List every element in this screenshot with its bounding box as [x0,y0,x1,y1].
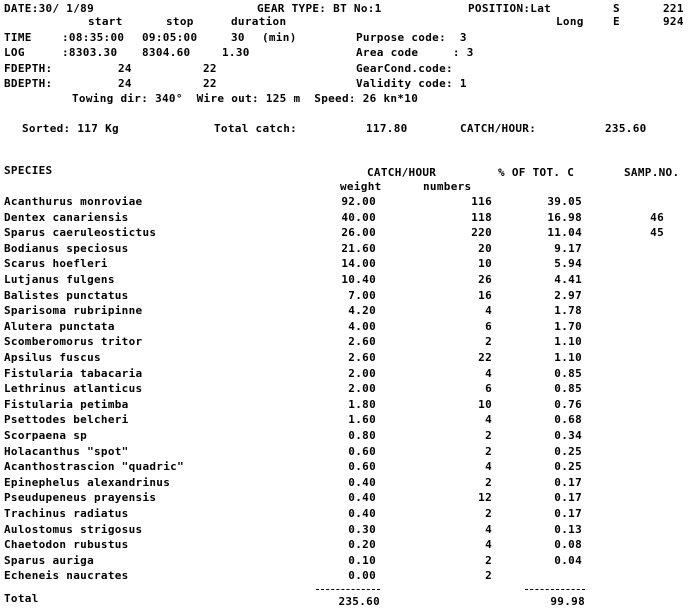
catch-numbers: 2 [485,429,492,442]
species-name: Acanthostrascion "quadric" [4,460,184,473]
species-name: Fistularia tabacaria [4,367,143,380]
pct-of-total: 9.17 [554,242,582,255]
catch-weight: 0.10 [348,554,376,567]
col-start: start [88,15,123,28]
species-name: Scomberomorus tritor [4,335,143,348]
pct-of-total: 0.17 [554,491,582,504]
purpose-code: Purpose code: 3 [356,31,467,44]
total-weight-rule [316,589,380,590]
pct-of-total: 0.25 [554,460,582,473]
catch-weight: 14.00 [341,257,376,270]
catch-numbers: 26 [478,273,492,286]
species-name: Sparisoma rubripinne [4,304,143,317]
species-header: SPECIES [4,164,53,177]
col-duration: duration [231,15,287,28]
catch-weight: 21.60 [341,242,376,255]
catch-weight: 0.40 [348,491,376,504]
pct-of-total: 2.97 [554,289,582,302]
species-name: Pseudupeneus prayensis [4,491,157,504]
weight-header: weight [340,180,382,193]
species-name: Scarus hoefleri [4,257,108,270]
pct-of-total: 4.41 [554,273,582,286]
pct-of-total: 0.76 [554,398,582,411]
catch-numbers: 6 [485,320,492,333]
catch-numbers: 10 [478,398,492,411]
catch-numbers: 2 [485,445,492,458]
species-name: Aulostomus strigosus [4,523,143,536]
position-label: POSITION:Lat [468,2,552,15]
time-stop: 09:05:00 [142,31,198,44]
catch-numbers: 220 [471,226,492,239]
catch-weight: 0.00 [348,569,376,582]
species-name: Psettodes belcheri [4,413,129,426]
pct-of-total: 5.94 [554,257,582,270]
catch-weight: 40.00 [341,211,376,224]
fdepth-start: 24 [118,62,132,75]
species-name: Sparus caeruleostictus [4,226,157,239]
catch-numbers: 4 [485,413,492,426]
time-unit: (min) [262,31,297,44]
total-catch-value: 117.80 [366,122,408,135]
catch-numbers: 4 [485,367,492,380]
gear-type: GEAR TYPE: BT No:1 [257,2,382,15]
long-value: 924 [663,15,684,28]
time-label: TIME [4,31,32,44]
catch-hour-value: 235.60 [605,122,647,135]
total-label: Total [4,592,39,605]
time-duration: 30 [231,31,245,44]
catch-weight: 4.20 [348,304,376,317]
total-catch-label: Total catch: [214,122,298,135]
catch-weight: 0.40 [348,476,376,489]
catch-weight: 7.00 [348,289,376,302]
species-name: Trachinus radiatus [4,507,129,520]
catch-weight: 0.60 [348,460,376,473]
catch-hour-header: CATCH/HOUR [367,166,437,179]
catch-numbers: 4 [485,523,492,536]
catch-weight: 0.80 [348,429,376,442]
catch-weight: 10.40 [341,273,376,286]
long-label: Long [556,15,584,28]
species-name: Lutjanus fulgens [4,273,115,286]
species-name: Dentex canariensis [4,211,129,224]
pct-of-total: 0.85 [554,382,582,395]
bdepth-start: 24 [118,77,132,90]
catch-hour-label: CATCH/HOUR: [460,122,537,135]
pct-of-total: 11.04 [547,226,582,239]
catch-numbers: 2 [485,507,492,520]
pct-of-total: 0.25 [554,445,582,458]
catch-numbers: 4 [485,304,492,317]
log-stop: 8304.60 [142,46,191,59]
species-name: Alutera punctata [4,320,115,333]
species-name: Acanthurus monroviae [4,195,143,208]
pct-of-total: 0.17 [554,507,582,520]
total-pct-rule [525,589,585,590]
species-name: Scorpaena sp [4,429,88,442]
pct-of-total: 0.17 [554,476,582,489]
catch-weight: 2.00 [348,367,376,380]
catch-weight: 0.40 [348,507,376,520]
gearcond-code: GearCond.code: [356,62,453,75]
catch-numbers: 4 [485,538,492,551]
pct-of-total: 0.68 [554,413,582,426]
pct-of-total: 0.04 [554,554,582,567]
fdepth-stop: 22 [203,62,217,75]
numbers-header: numbers [423,180,472,193]
catch-weight: 2.60 [348,351,376,364]
catch-weight: 0.20 [348,538,376,551]
sorted-weight: Sorted: 117 Kg [22,122,119,135]
catch-numbers: 2 [485,569,492,582]
catch-weight: 0.30 [348,523,376,536]
catch-weight: 1.60 [348,413,376,426]
pct-of-total: 0.08 [554,538,582,551]
catch-numbers: 16 [478,289,492,302]
catch-numbers: 2 [485,335,492,348]
catch-numbers: 6 [485,382,492,395]
catch-numbers: 10 [478,257,492,270]
catch-weight: 4.00 [348,320,376,333]
col-stop: stop [166,15,194,28]
species-name: Lethrinus atlanticus [4,382,143,395]
log-duration: 1.30 [222,46,250,59]
pct-of-total: 16.98 [547,211,582,224]
species-name: Sparus auriga [4,554,94,567]
sample-number: 45 [650,226,664,239]
catch-weight: 26.00 [341,226,376,239]
pct-total-header: % OF TOT. C [498,166,575,179]
pct-of-total: 0.13 [554,523,582,536]
species-name: Bodianus speciosus [4,242,129,255]
catch-weight: 2.00 [348,382,376,395]
species-name: Fistularia petimba [4,398,129,411]
species-name: Balistes punctatus [4,289,129,302]
bdepth-stop: 22 [203,77,217,90]
catch-weight: 92.00 [341,195,376,208]
species-name: Echeneis naucrates [4,569,129,582]
catch-numbers: 20 [478,242,492,255]
species-name: Apsilus fuscus [4,351,101,364]
pct-of-total: 0.34 [554,429,582,442]
pct-of-total: 0.85 [554,367,582,380]
catch-weight: 0.60 [348,445,376,458]
pct-of-total: 1.78 [554,304,582,317]
species-name: Epinephelus alexandrinus [4,476,171,489]
bdepth-label: BDEPTH: [4,77,53,90]
catch-weight: 1.80 [348,398,376,411]
species-name: Chaetodon rubustus [4,538,129,551]
validity-code: Validity code: 1 [356,77,467,90]
catch-numbers: 2 [485,476,492,489]
log-start: :8303.30 [62,46,118,59]
catch-numbers: 22 [478,351,492,364]
catch-weight: 2.60 [348,335,376,348]
total-pct: 99.98 [550,595,585,608]
time-start: :08:35:00 [62,31,125,44]
pct-of-total: 1.10 [554,351,582,364]
pct-of-total: 1.70 [554,320,582,333]
total-weight: 235.60 [338,595,380,608]
sample-number: 46 [650,211,664,224]
towing-line: Towing dir: 340° Wire out: 125 m Speed: 26 kn*10 [72,92,419,105]
catch-numbers: 12 [478,491,492,504]
pct-of-total: 39.05 [547,195,582,208]
catch-numbers: 118 [471,211,492,224]
lat-hemisphere: S [613,2,620,15]
date-label: DATE:30/ 1/89 [4,2,94,15]
species-name: Holacanthus "spot" [4,445,129,458]
fdepth-label: FDEPTH: [4,62,53,75]
catch-numbers: 4 [485,460,492,473]
area-code: Area code : 3 [356,46,474,59]
samp-no-header: SAMP.NO. [624,166,680,179]
catch-numbers: 116 [471,195,492,208]
long-hemisphere: E [613,15,620,28]
pct-of-total: 1.10 [554,335,582,348]
log-label: LOG [4,46,25,59]
catch-numbers: 2 [485,554,492,567]
lat-value: 221 [663,2,684,15]
